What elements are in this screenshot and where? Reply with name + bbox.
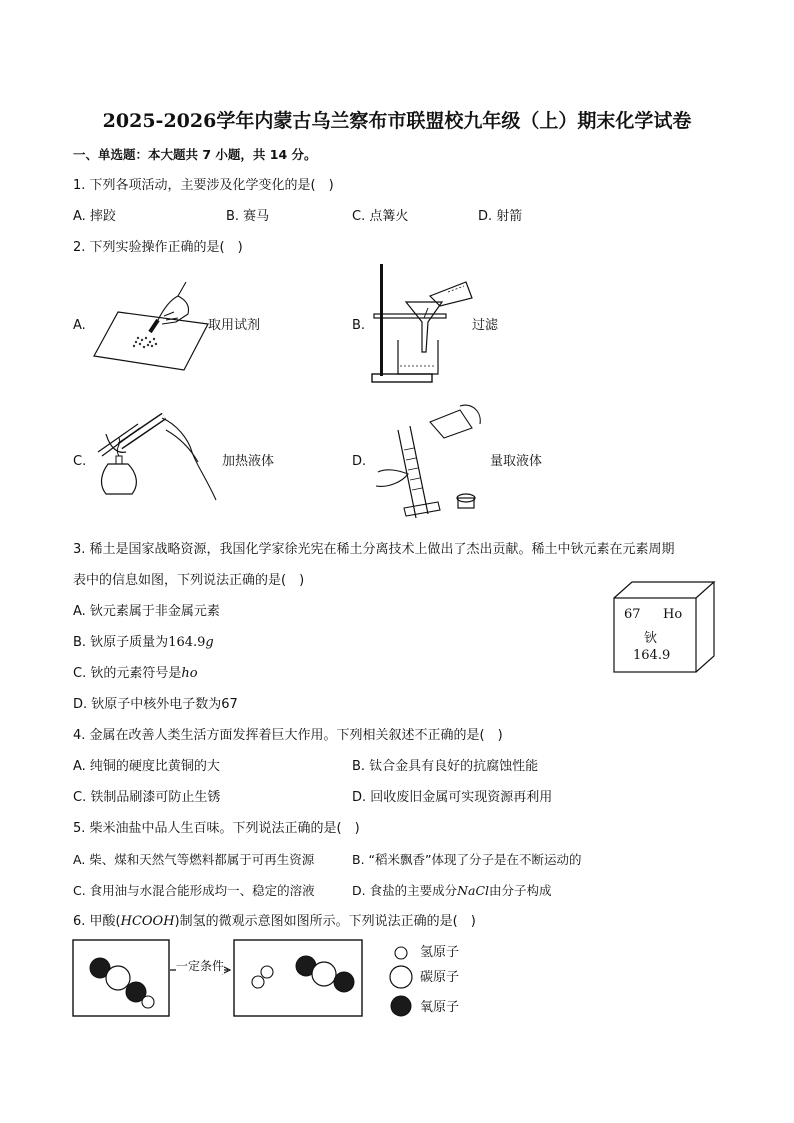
q4-option-c: C. 铁制品刷漆可防止生锈	[73, 790, 221, 805]
q2-option-a-letter: A.	[73, 318, 86, 333]
q2-option-c-letter: C.	[73, 454, 87, 469]
q4-option-b: B. 钛合金具有良好的抗腐蚀性能	[352, 759, 539, 774]
take-reagent-illustration	[90, 272, 210, 372]
legend-hydrogen-label: 氢原子	[420, 945, 460, 960]
q3-option-c: C. 钬的元素符号是ho	[73, 666, 198, 681]
q3-option-a: A. 钬元素属于非金属元素	[73, 604, 220, 619]
q2-option-d-letter: D.	[352, 454, 367, 469]
question-1-stem: 1. 下列各项活动，主要涉及化学变化的是( )	[73, 178, 334, 193]
q3-option-d: D. 钬原子中核外电子数为67	[73, 697, 238, 712]
question-3-stem-line2: 表中的信息如图，下列说法正确的是( )	[73, 573, 305, 588]
legend-carbon-label: 碳原子	[420, 970, 460, 985]
question-4-stem: 4. 金属在改善人类生活方面发挥着巨大作用。下列相关叙述不正确的是( )	[73, 728, 503, 743]
section-heading: 一、单选题：本大题共 7 小题，共 14 分。	[73, 147, 317, 162]
page-title: 2025-2026学年内蒙古乌兰察布市联盟校九年级（上）期末化学试卷	[102, 110, 692, 132]
q4-option-a: A. 纯铜的硬度比黄铜的大	[73, 759, 220, 774]
q2-caption-b: 过滤	[472, 318, 499, 333]
question-5-stem: 5. 柴米油盐中品人生百味。下列说法正确的是( )	[73, 821, 360, 836]
question-3-stem-line1: 3. 稀土是国家战略资源，我国化学家徐光宪在稀土分离技术上做出了杰出贡献。稀土中钬元素在元素周期	[73, 542, 675, 557]
q2-caption-c: 加热液体	[222, 454, 275, 469]
question-6-stem: 6. 甲酸(HCOOH)制氢的微观示意图如图所示。下列说法正确的是( )	[73, 914, 476, 929]
legend-oxygen-label: 氧原子	[420, 1000, 460, 1015]
q5-option-d: D. 食盐的主要成分NaCl由分子构成	[352, 883, 552, 898]
q5-option-c: C. 食用油与水混合能形成均一、稳定的溶液	[73, 883, 315, 898]
element-symbol: Ho	[663, 607, 683, 622]
filtration-illustration	[368, 262, 476, 386]
q2-caption-d: 量取液体	[490, 454, 543, 469]
measure-liquid-illustration	[368, 398, 492, 524]
q3-option-b: B. 钬原子质量为164.9g	[73, 635, 214, 650]
heating-liquid-illustration	[92, 404, 232, 512]
element-name: 钬	[644, 631, 658, 646]
q2-caption-a: 取用试剂	[208, 318, 261, 333]
q1-option-c: C. 点篝火	[352, 209, 409, 224]
question-2-stem: 2. 下列实验操作正确的是( )	[73, 240, 243, 255]
legend-hydrogen-icon	[394, 946, 408, 960]
q5-option-b: B. “稻米飘香”体现了分子是在不断运动的	[352, 852, 582, 867]
q5-option-a: A. 柴、煤和天然气等燃料都属于可再生资源	[73, 852, 315, 867]
legend-carbon-icon	[389, 965, 413, 989]
element-atomic-number: 67	[624, 607, 641, 622]
q1-option-a: A. 摔跤	[73, 209, 116, 224]
q1-option-b: B. 赛马	[226, 209, 270, 224]
q1-option-d: D. 射箭	[478, 209, 523, 224]
q4-option-d: D. 回收废旧金属可实现资源再利用	[352, 790, 553, 805]
reaction-condition-label: 一定条件	[176, 959, 225, 973]
element-atomic-mass: 164.9	[633, 648, 671, 663]
legend-oxygen-icon	[390, 995, 412, 1017]
reaction-diagram	[72, 938, 364, 1018]
q2-option-b-letter: B.	[352, 318, 366, 333]
